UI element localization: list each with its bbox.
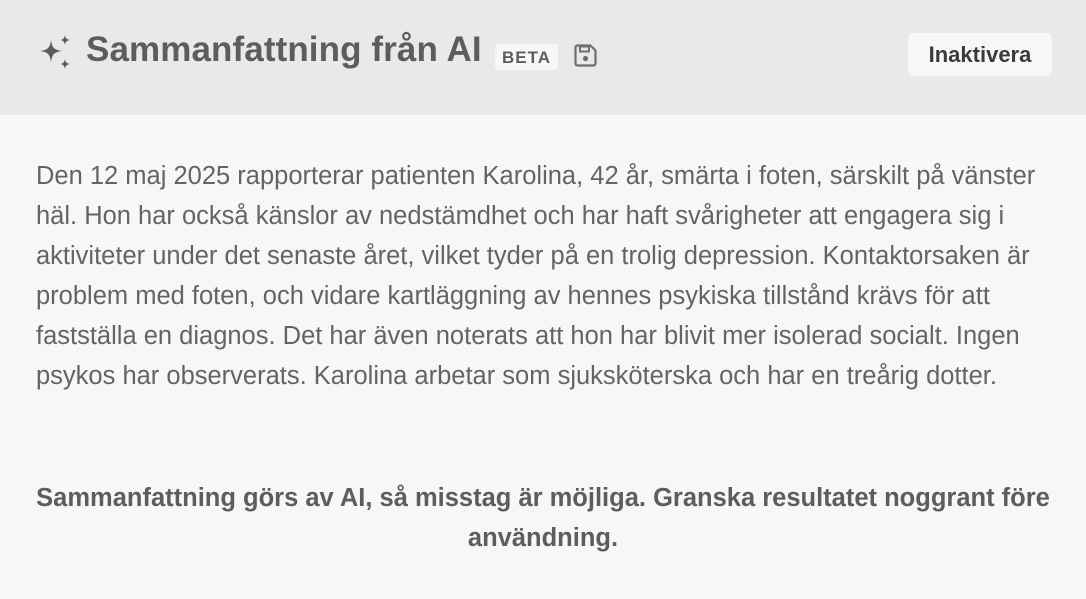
sparkle-icon bbox=[36, 34, 74, 72]
deactivate-button[interactable]: Inaktivera bbox=[908, 33, 1052, 76]
panel-header bbox=[0, 0, 1086, 115]
summary-text: Den 12 maj 2025 rapporterar patienten Karolina, 42 år, smärta i foten, särskilt på vänster häl. Hon har också känslor av nedstämdhet och har haft svårigheter att engagera sig i aktiviteter under det senaste året, vilket tyder på en trolig depression. Kontaktorsaken är problem med foten, och vidare kartläggning av hennes psykiska tillstånd krävs för att fastställa en diagnos. Det har även noterats att hon har blivit mer isolerad socialt. Ingen psykos har observerats. Karolina arbetar som sjuksköterska och har en treårig dotter. bbox=[36, 162, 1036, 390]
beta-badge: BETA bbox=[495, 44, 558, 70]
save-icon[interactable] bbox=[573, 43, 598, 68]
ai-disclaimer: Sammanfattning görs av AI, så misstag är möjliga. Granska resultatet noggrant före användning. bbox=[36, 484, 1050, 552]
panel-title: Sammanfattning från AI bbox=[86, 30, 482, 69]
